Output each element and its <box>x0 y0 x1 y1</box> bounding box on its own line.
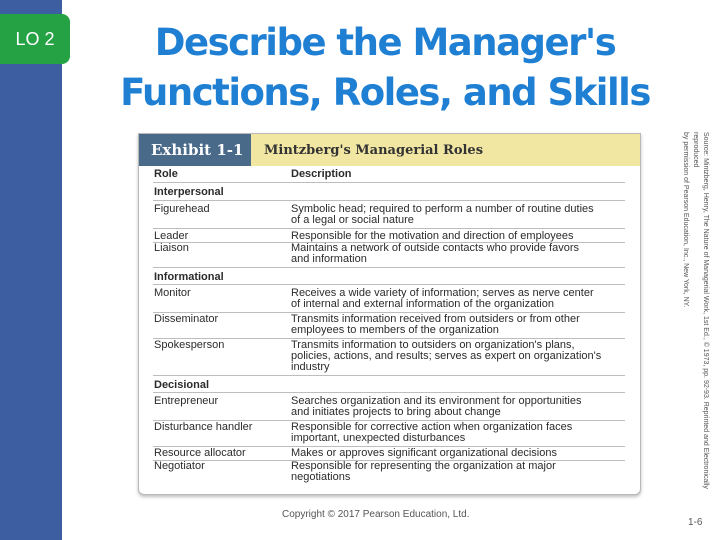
divider <box>153 284 625 285</box>
description-disseminator: Transmits information received from outsiders or from other <box>291 313 580 325</box>
source-line-2: by permission of Pearson Education, Inc., New York, NY. <box>682 132 689 308</box>
exhibit-source-note <box>678 132 710 492</box>
left-accent-bar <box>0 0 62 540</box>
description-disturbance-handler: Responsible for corrective action when organization faces <box>291 421 573 433</box>
exhibit-name: Mintzberg's Managerial Roles <box>264 143 484 158</box>
role-negotiator: Negotiator <box>154 460 205 472</box>
description-figurehead: Symbolic head; required to perform a number of routine duties <box>291 203 594 215</box>
column-header-description: Description <box>291 168 352 180</box>
description-spokesperson-cont-2: industry <box>291 361 330 373</box>
description-negotiator-cont: negotiations <box>291 471 351 483</box>
divider <box>153 267 625 268</box>
description-leader: Responsible for the motivation and direction of employees <box>291 230 574 242</box>
column-header-role: Role <box>154 168 178 180</box>
description-disturbance-handler-cont: important, unexpected disturbances <box>291 432 466 444</box>
copyright-text: Copyright © 2017 Pearson Education, Ltd. <box>282 509 470 520</box>
description-resource-allocator: Makes or approves significant organizational decisions <box>291 447 557 459</box>
slide-title-line-1: Describe the Manager's <box>154 21 616 64</box>
category-informational: Informational <box>154 271 224 283</box>
category-decisional: Decisional <box>154 379 210 391</box>
exhibit-table <box>138 133 641 495</box>
divider <box>153 182 625 183</box>
divider <box>153 228 625 229</box>
description-monitor-cont: of internal and external information of the organization <box>291 298 554 310</box>
role-entrepreneur: Entrepreneur <box>154 395 219 407</box>
description-entrepreneur-cont: and initiates projects to bring about change <box>291 406 501 418</box>
role-resource-allocator: Resource allocator <box>154 447 246 459</box>
role-leader: Leader <box>154 230 189 242</box>
role-liaison: Liaison <box>154 242 189 254</box>
category-interpersonal: Interpersonal <box>154 186 224 198</box>
exhibit-header <box>139 134 640 166</box>
role-disturbance-handler: Disturbance handler <box>154 421 253 433</box>
exhibit-label: Exhibit 1-1 <box>139 134 251 166</box>
divider <box>153 392 625 393</box>
divider <box>153 200 625 201</box>
page-number: 1-6 <box>688 517 703 528</box>
role-monitor: Monitor <box>154 287 191 299</box>
description-disseminator-cont: employees to members of the organization <box>291 324 499 336</box>
slide-title-line-2: Functions, Roles, and Skills <box>120 71 650 114</box>
role-figurehead: Figurehead <box>154 203 210 215</box>
description-spokesperson-cont: policies, actions, and results; serves as expert on organization's <box>291 350 602 362</box>
role-spokesperson: Spokesperson <box>154 339 225 351</box>
learning-objective-badge: LO 2 <box>0 14 70 64</box>
slide-title <box>100 18 670 118</box>
description-negotiator: Responsible for representing the organization at major <box>291 460 556 472</box>
description-liaison: Maintains a network of outside contacts who provide favors <box>291 242 579 254</box>
description-entrepreneur: Searches organization and its environment for opportunities <box>291 395 582 407</box>
role-disseminator: Disseminator <box>154 313 219 325</box>
description-liaison-cont: and information <box>291 253 367 265</box>
divider <box>153 375 625 376</box>
description-figurehead-cont: of a legal or social nature <box>291 214 414 226</box>
description-spokesperson: Transmits information to outsiders on organization's plans, <box>291 339 575 351</box>
source-line-1: Source: Mintzberg, Henry, The Nature of Managerial Work, 1st Ed., © 1973, pp. 92-93. Reprinted and Electronically reproduced <box>692 132 709 489</box>
description-monitor: Receives a wide variety of information; serves as nerve center <box>291 287 594 299</box>
